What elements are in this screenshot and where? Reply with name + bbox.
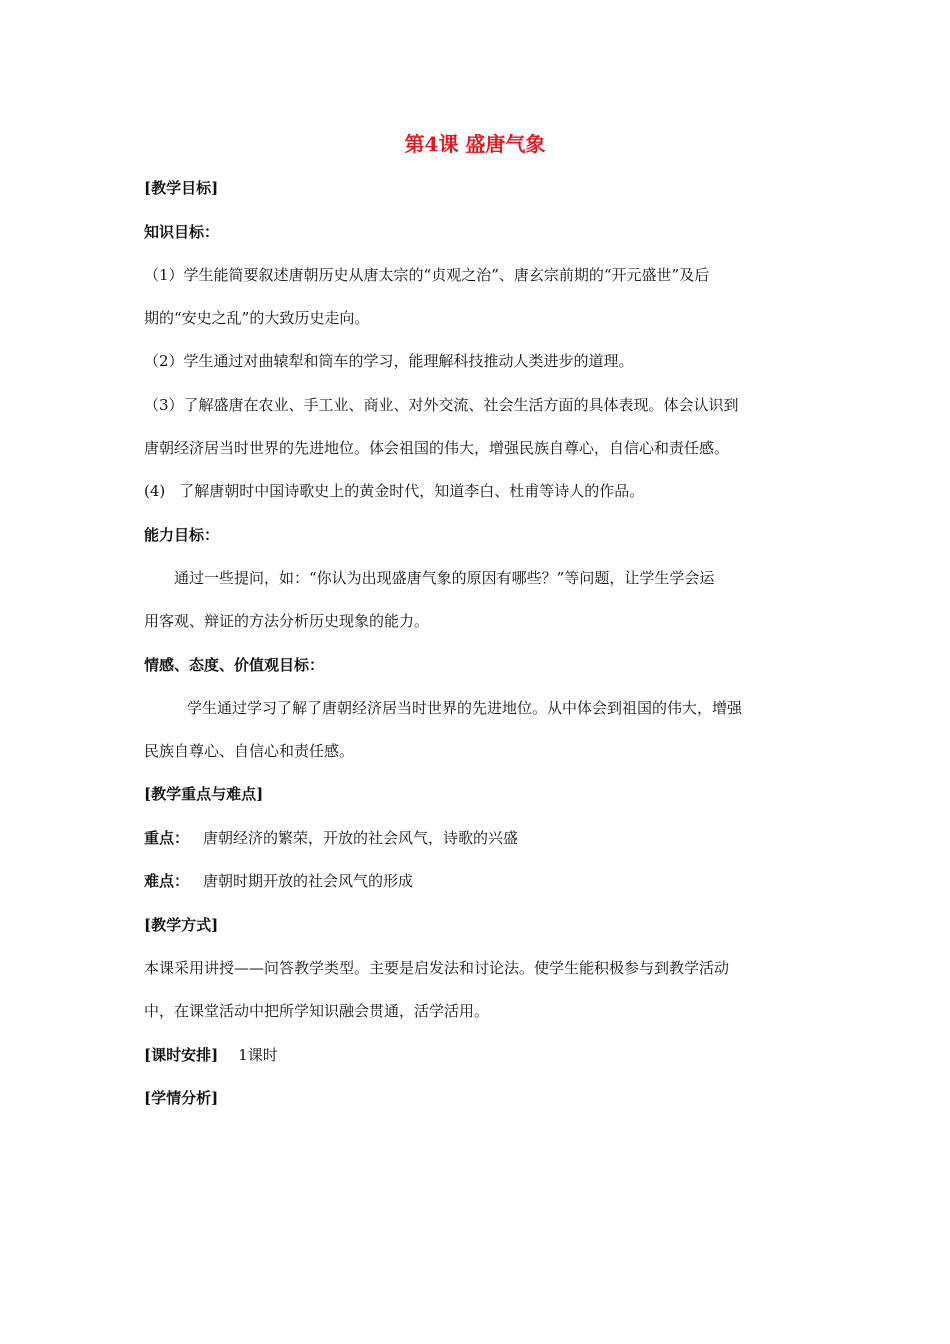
ability-goals-heading: 能力目标： [144,526,220,544]
knowledge-item-3-line-2: 唐朝经济居当时世界的先进地位。体会祖国的伟大，增强民族自尊心，自信心和责任感。 [144,439,730,457]
teaching-goals-heading: [教学目标] [144,179,219,197]
difficulty-label: 难点： [144,872,190,890]
difficulty-text: 唐朝时期开放的社会风气的形成 [203,872,414,890]
knowledge-item-4 [144,481,810,501]
teaching-method-heading: [教学方式] [144,916,219,934]
key-difficulty-heading: [教学重点与难点] [144,785,264,803]
key-point-row [144,828,810,848]
schedule-label: [课时安排] [144,1046,219,1064]
schedule-value: 1课时 [238,1046,278,1064]
key-point-label: 重点： [144,829,190,847]
emotion-text-line-1: 学生通过学习了解了唐朝经济居当时世界的先进地位。从中体会到祖国的伟大，增强 [187,699,743,717]
knowledge-item-3-line-1: （3）了解盛唐在农业、手工业、商业、对外交流、社会生活方面的具体表现。体会认识到 [144,396,739,414]
difficulty-row [144,871,810,891]
knowledge-goals-heading: 知识目标： [144,223,220,241]
emotion-goals-heading: 情感、态度、价值观目标： [144,656,325,674]
knowledge-item-1-line-1: （1）学生能简要叙述唐朝历史从唐太宗的“贞观之治”、唐玄宗前期的“开元盛世”及后 [144,266,710,284]
teaching-method-line-1: 本课采用讲授——问答教学类型。主要是启发法和讨论法。使学生能积极参与到教学活动 [144,959,730,977]
knowledge-item-1-line-2: 期的“安史之乱”的大致历史走向。 [144,309,370,327]
emotion-text-line-2: 民族自尊心、自信心和责任感。 [144,742,355,760]
student-analysis-heading: [学情分析] [144,1089,219,1107]
schedule-row [144,1045,810,1065]
teaching-method-line-2: 中，在课堂活动中把所学知识融会贯通，活学活用。 [144,1002,490,1020]
ability-text-line-1: 通过一些提问，如：“你认为出现盛唐气象的原因有哪些？”等问题，让学生学会运 [174,569,715,587]
knowledge-item-4-number: (4) [144,482,166,500]
ability-text-line-2: 用客观、辩证的方法分析历史现象的能力。 [144,612,430,630]
knowledge-item-4-text: 了解唐朝时中国诗歌史上的黄金时代，知道李白、杜甫等诗人的作品。 [179,482,645,500]
key-point-text: 唐朝经济的繁荣，开放的社会风气，诗歌的兴盛 [203,829,519,847]
lesson-title: 第4课 盛唐气象 [404,132,546,156]
knowledge-item-2: （2）学生通过对曲辕犁和筒车的学习，能理解科技推动人类进步的道理。 [144,352,634,370]
